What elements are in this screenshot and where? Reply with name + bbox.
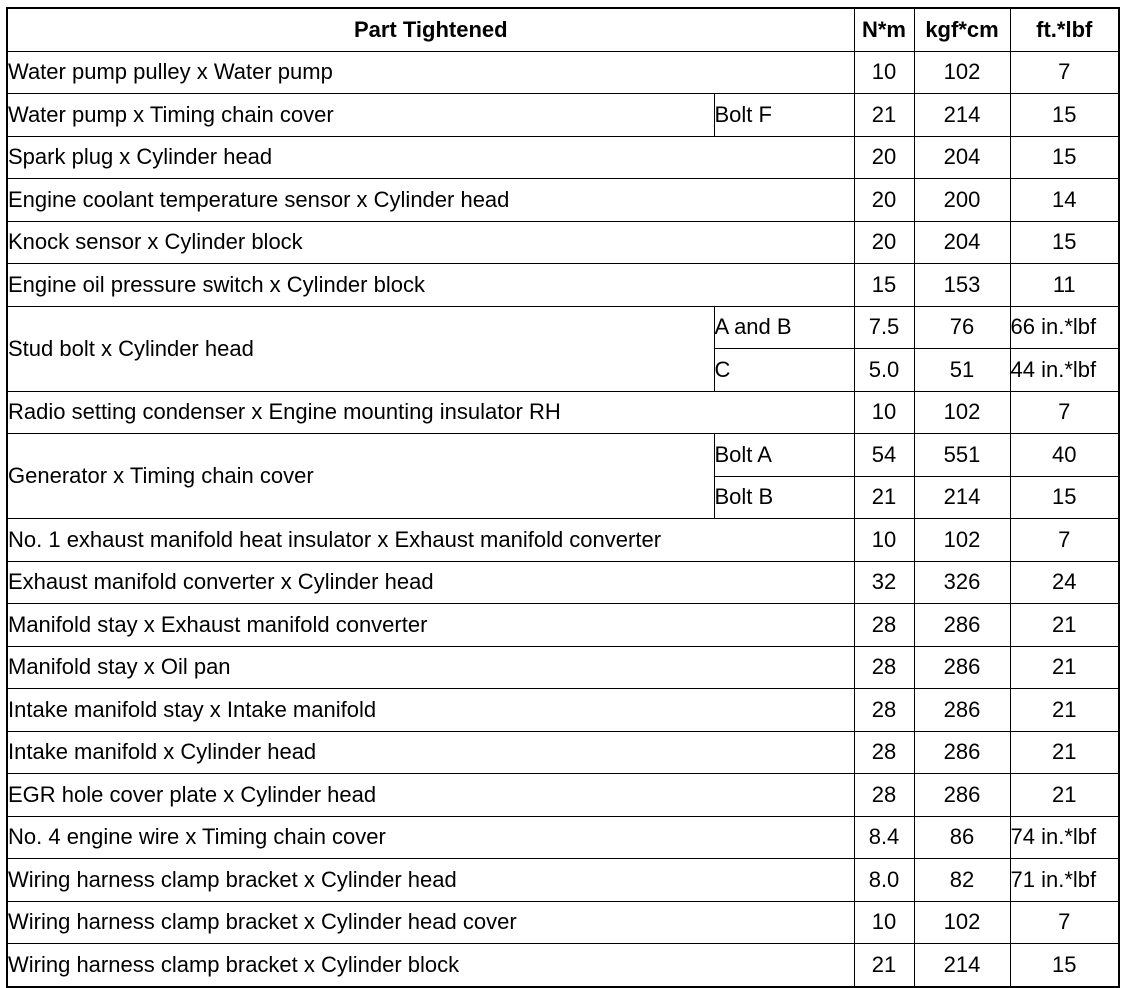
table-row bbox=[7, 179, 1119, 222]
nm-cell: 5.0 bbox=[854, 349, 914, 392]
nm-cell: 28 bbox=[854, 774, 914, 817]
nm-cell: 10 bbox=[854, 391, 914, 434]
nm-cell: 21 bbox=[854, 94, 914, 137]
kgf-cm-cell: 214 bbox=[914, 476, 1010, 519]
nm-cell: 20 bbox=[854, 136, 914, 179]
kgf-cm-cell: 200 bbox=[914, 179, 1010, 222]
table-row bbox=[7, 306, 1119, 349]
table-row bbox=[7, 689, 1119, 732]
table-row bbox=[7, 859, 1119, 902]
condition-cell: Bolt F bbox=[714, 94, 854, 137]
ft-lbf-cell: 7 bbox=[1010, 519, 1119, 562]
kgf-cm-cell: 214 bbox=[914, 944, 1010, 987]
kgf-cm-cell: 551 bbox=[914, 434, 1010, 477]
ft-lbf-cell: 7 bbox=[1010, 391, 1119, 434]
part-cell: Water pump pulley x Water pump bbox=[7, 51, 854, 94]
kgf-cm-cell: 102 bbox=[914, 391, 1010, 434]
table-row bbox=[7, 774, 1119, 817]
table-row bbox=[7, 94, 1119, 137]
ft-lbf-cell: 14 bbox=[1010, 179, 1119, 222]
ft-lbf-cell: 7 bbox=[1010, 51, 1119, 94]
nm-cell: 28 bbox=[854, 731, 914, 774]
part-cell: Intake manifold x Cylinder head bbox=[7, 731, 854, 774]
condition-cell: A and B bbox=[714, 306, 854, 349]
table-row bbox=[7, 221, 1119, 264]
ft-lbf-cell: 15 bbox=[1010, 944, 1119, 987]
kgf-cm-cell: 204 bbox=[914, 221, 1010, 264]
part-cell: Intake manifold stay x Intake manifold bbox=[7, 689, 854, 732]
kgf-cm-cell: 76 bbox=[914, 306, 1010, 349]
kgf-cm-cell: 286 bbox=[914, 689, 1010, 732]
part-cell: Wiring harness clamp bracket x Cylinder block bbox=[7, 944, 854, 987]
kgf-cm-cell: 51 bbox=[914, 349, 1010, 392]
nm-cell: 21 bbox=[854, 476, 914, 519]
ft-lbf-cell: 44 in.*lbf bbox=[1010, 349, 1119, 392]
nm-cell: 28 bbox=[854, 646, 914, 689]
condition-cell: Bolt A bbox=[714, 434, 854, 477]
kgf-cm-cell: 102 bbox=[914, 519, 1010, 562]
torque-specification-table bbox=[6, 7, 1120, 988]
ft-lbf-cell: 15 bbox=[1010, 221, 1119, 264]
ft-lbf-cell: 21 bbox=[1010, 689, 1119, 732]
kgf-cm-cell: 153 bbox=[914, 264, 1010, 307]
part-cell: No. 4 engine wire x Timing chain cover bbox=[7, 816, 854, 859]
ft-lbf-cell: 11 bbox=[1010, 264, 1119, 307]
table-row bbox=[7, 264, 1119, 307]
table-row bbox=[7, 136, 1119, 179]
table-row bbox=[7, 434, 1119, 477]
table-row bbox=[7, 519, 1119, 562]
table-row bbox=[7, 646, 1119, 689]
table-row bbox=[7, 901, 1119, 944]
ft-lbf-cell: 66 in.*lbf bbox=[1010, 306, 1119, 349]
table-row bbox=[7, 561, 1119, 604]
part-cell: Manifold stay x Exhaust manifold converter bbox=[7, 604, 854, 647]
nm-cell: 10 bbox=[854, 51, 914, 94]
nm-cell: 8.4 bbox=[854, 816, 914, 859]
nm-header: N*m bbox=[854, 8, 914, 51]
ft-lbf-cell: 15 bbox=[1010, 136, 1119, 179]
nm-cell: 28 bbox=[854, 604, 914, 647]
part-cell: Exhaust manifold converter x Cylinder head bbox=[7, 561, 854, 604]
table-body bbox=[7, 51, 1119, 987]
ft-lbf-header: ft.*lbf bbox=[1010, 8, 1119, 51]
kgf-cm-cell: 286 bbox=[914, 774, 1010, 817]
kgf-cm-cell: 102 bbox=[914, 901, 1010, 944]
table-row bbox=[7, 51, 1119, 94]
ft-lbf-cell: 21 bbox=[1010, 731, 1119, 774]
part-cell: Water pump x Timing chain cover bbox=[7, 94, 714, 137]
ft-lbf-cell: 15 bbox=[1010, 94, 1119, 137]
part-cell: Stud bolt x Cylinder head bbox=[7, 306, 714, 391]
kgf-cm-cell: 286 bbox=[914, 731, 1010, 774]
kgf-cm-cell: 326 bbox=[914, 561, 1010, 604]
nm-cell: 7.5 bbox=[854, 306, 914, 349]
ft-lbf-cell: 40 bbox=[1010, 434, 1119, 477]
kgf-cm-header: kgf*cm bbox=[914, 8, 1010, 51]
ft-lbf-cell: 21 bbox=[1010, 646, 1119, 689]
part-cell: Knock sensor x Cylinder block bbox=[7, 221, 854, 264]
kgf-cm-cell: 102 bbox=[914, 51, 1010, 94]
table-row bbox=[7, 944, 1119, 987]
nm-cell: 10 bbox=[854, 519, 914, 562]
condition-cell: Bolt B bbox=[714, 476, 854, 519]
part-cell: Generator x Timing chain cover bbox=[7, 434, 714, 519]
part-cell: Engine coolant temperature sensor x Cylinder head bbox=[7, 179, 854, 222]
part-tightened-header: Part Tightened bbox=[7, 8, 854, 51]
table-header-row bbox=[7, 8, 1119, 51]
ft-lbf-cell: 21 bbox=[1010, 604, 1119, 647]
kgf-cm-cell: 286 bbox=[914, 604, 1010, 647]
part-cell: Wiring harness clamp bracket x Cylinder head cover bbox=[7, 901, 854, 944]
table-row bbox=[7, 731, 1119, 774]
table-row bbox=[7, 391, 1119, 434]
kgf-cm-cell: 286 bbox=[914, 646, 1010, 689]
table-row bbox=[7, 816, 1119, 859]
ft-lbf-cell: 74 in.*lbf bbox=[1010, 816, 1119, 859]
part-cell: Radio setting condenser x Engine mounting insulator RH bbox=[7, 391, 854, 434]
ft-lbf-cell: 21 bbox=[1010, 774, 1119, 817]
kgf-cm-cell: 204 bbox=[914, 136, 1010, 179]
nm-cell: 54 bbox=[854, 434, 914, 477]
nm-cell: 15 bbox=[854, 264, 914, 307]
nm-cell: 28 bbox=[854, 689, 914, 732]
part-cell: EGR hole cover plate x Cylinder head bbox=[7, 774, 854, 817]
kgf-cm-cell: 86 bbox=[914, 816, 1010, 859]
condition-cell: C bbox=[714, 349, 854, 392]
nm-cell: 21 bbox=[854, 944, 914, 987]
nm-cell: 20 bbox=[854, 179, 914, 222]
kgf-cm-cell: 82 bbox=[914, 859, 1010, 902]
kgf-cm-cell: 214 bbox=[914, 94, 1010, 137]
part-cell: Manifold stay x Oil pan bbox=[7, 646, 854, 689]
part-cell: Engine oil pressure switch x Cylinder block bbox=[7, 264, 854, 307]
nm-cell: 32 bbox=[854, 561, 914, 604]
ft-lbf-cell: 7 bbox=[1010, 901, 1119, 944]
part-cell: No. 1 exhaust manifold heat insulator x Exhaust manifold converter bbox=[7, 519, 854, 562]
ft-lbf-cell: 71 in.*lbf bbox=[1010, 859, 1119, 902]
part-cell: Wiring harness clamp bracket x Cylinder head bbox=[7, 859, 854, 902]
nm-cell: 8.0 bbox=[854, 859, 914, 902]
nm-cell: 20 bbox=[854, 221, 914, 264]
part-cell: Spark plug x Cylinder head bbox=[7, 136, 854, 179]
table-row bbox=[7, 604, 1119, 647]
ft-lbf-cell: 15 bbox=[1010, 476, 1119, 519]
nm-cell: 10 bbox=[854, 901, 914, 944]
ft-lbf-cell: 24 bbox=[1010, 561, 1119, 604]
